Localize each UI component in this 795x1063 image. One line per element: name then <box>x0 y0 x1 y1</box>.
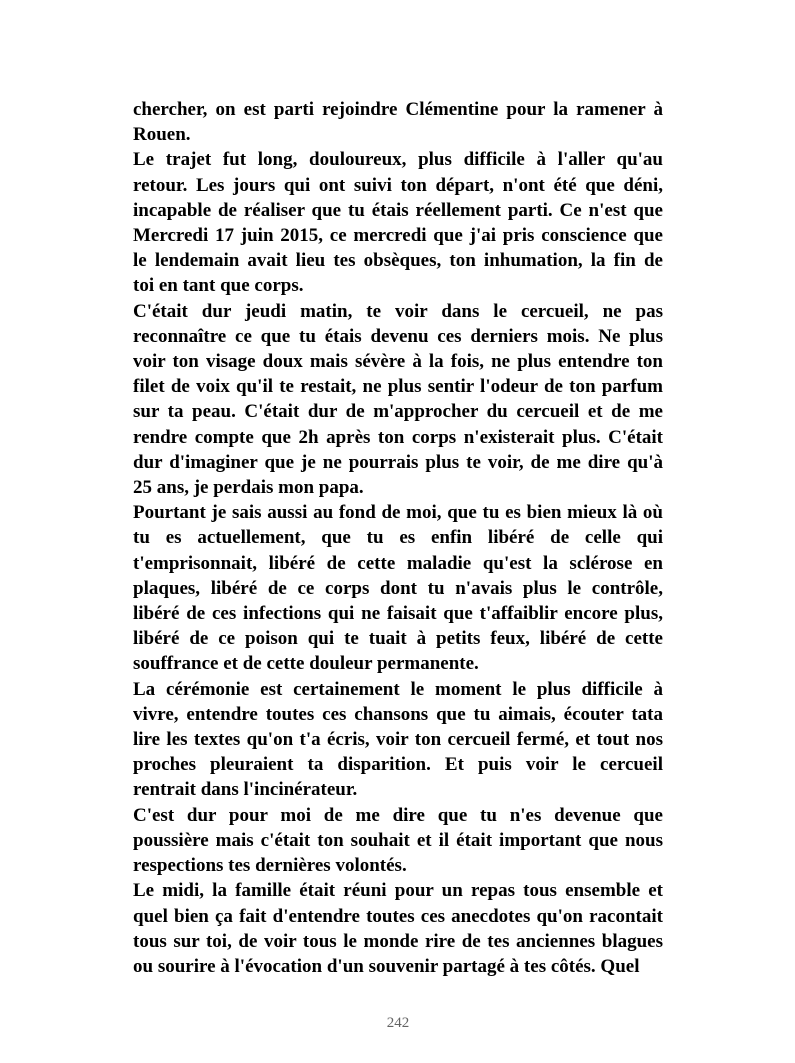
text-line: chercher, on est parti rejoindre Clémentine pour la ramener à <box>133 99 663 120</box>
text-line: Rouen. <box>133 124 191 146</box>
text-line: rendre compte que 2h après ton corps n'existerait plus. C'était <box>133 426 663 448</box>
text-line: filet de voix qu'il te restait, ne plus sentir l'odeur de ton parfum <box>133 376 663 398</box>
text-line: plaques, libéré de ce corps dont tu n'avais plus le contrôle, <box>133 577 663 599</box>
paragraph <box>133 677 663 803</box>
text-line: le lendemain avait lieu tes obsèques, ton inhumation, la fin de <box>133 250 663 272</box>
body-text <box>133 97 663 979</box>
text-line: C'est dur pour moi de me dire que tu n'es devenue que <box>133 804 663 826</box>
paragraph <box>133 803 663 879</box>
text-line: poussière mais c'était ton souhait et il était important que nous <box>133 829 663 851</box>
text-line: libéré de ces infections qui ne faisait que t'affaiblir encore plus, <box>133 603 663 625</box>
text-line: reconnaître ce que tu étais devenu ces derniers mois. Ne plus <box>133 325 663 347</box>
paragraph <box>133 299 663 501</box>
text-line: sur ta peau. C'était dur de m'approcher du cercueil et de me <box>133 401 663 423</box>
text-line: Le trajet fut long, douloureux, plus difficile à l'aller qu'au <box>133 149 663 171</box>
page-number: 242 <box>386 1015 410 1031</box>
text-line: souffrance et de cette douleur permanente. <box>133 653 479 675</box>
text-line: voir ton visage doux mais sévère à la fois, ne plus entendre ton <box>133 351 663 373</box>
paragraph <box>133 500 663 676</box>
text-line: libéré de ce poison qui te tuait à petits feux, libéré de cette <box>133 628 663 650</box>
text-line: ou sourire à l'évocation d'un souvenir partagé à tes côtés. Quel <box>133 955 640 977</box>
text-line: proches pleuraient ta disparition. Et puis voir le cercueil <box>133 754 663 776</box>
text-line: rentrait dans l'incinérateur. <box>133 779 358 801</box>
text-line: 25 ans, je perdais mon papa. <box>133 477 364 499</box>
text-line: Pourtant je sais aussi au fond de moi, que tu es bien mieux là où <box>133 502 663 524</box>
text-line: C'était dur jeudi matin, te voir dans le cercueil, ne pas <box>133 300 663 322</box>
text-line: La cérémonie est certainement le moment le plus difficile à <box>133 678 663 700</box>
text-line: incapable de réaliser que tu étais réellement parti. Ce n'est que <box>133 199 663 221</box>
text-line: dur d'imaginer que je ne pourrais plus te voir, de me dire qu'à <box>133 451 663 473</box>
paragraph <box>133 147 663 298</box>
paragraph <box>133 878 663 979</box>
text-line: respections tes dernières volontés. <box>133 855 407 877</box>
text-line: tous sur toi, de voir tous le monde rire de tes anciennes blagues <box>133 930 663 952</box>
text-line: Mercredi 17 juin 2015, ce mercredi que j'ai pris conscience que <box>133 225 663 247</box>
text-line: t'emprisonnait, libéré de cette maladie qu'est la sclérose en <box>133 552 663 574</box>
text-line: vivre, entendre toutes ces chansons que tu aimais, écouter tata <box>133 703 663 725</box>
text-line: retour. Les jours qui ont suivi ton départ, n'ont été que déni, <box>133 174 663 196</box>
text-line: lire les textes qu'on t'a écris, voir ton cercueil fermé, et tout nos <box>133 729 663 751</box>
text-line: quel bien ça fait d'entendre toutes ces anecdotes qu'on racontait <box>133 905 663 927</box>
text-line: tu es actuellement, que tu es enfin libéré de celle qui <box>133 527 663 549</box>
paragraph <box>133 97 663 147</box>
text-line: toi en tant que corps. <box>133 275 304 297</box>
text-line: Le midi, la famille était réuni pour un repas tous ensemble et <box>133 880 663 902</box>
